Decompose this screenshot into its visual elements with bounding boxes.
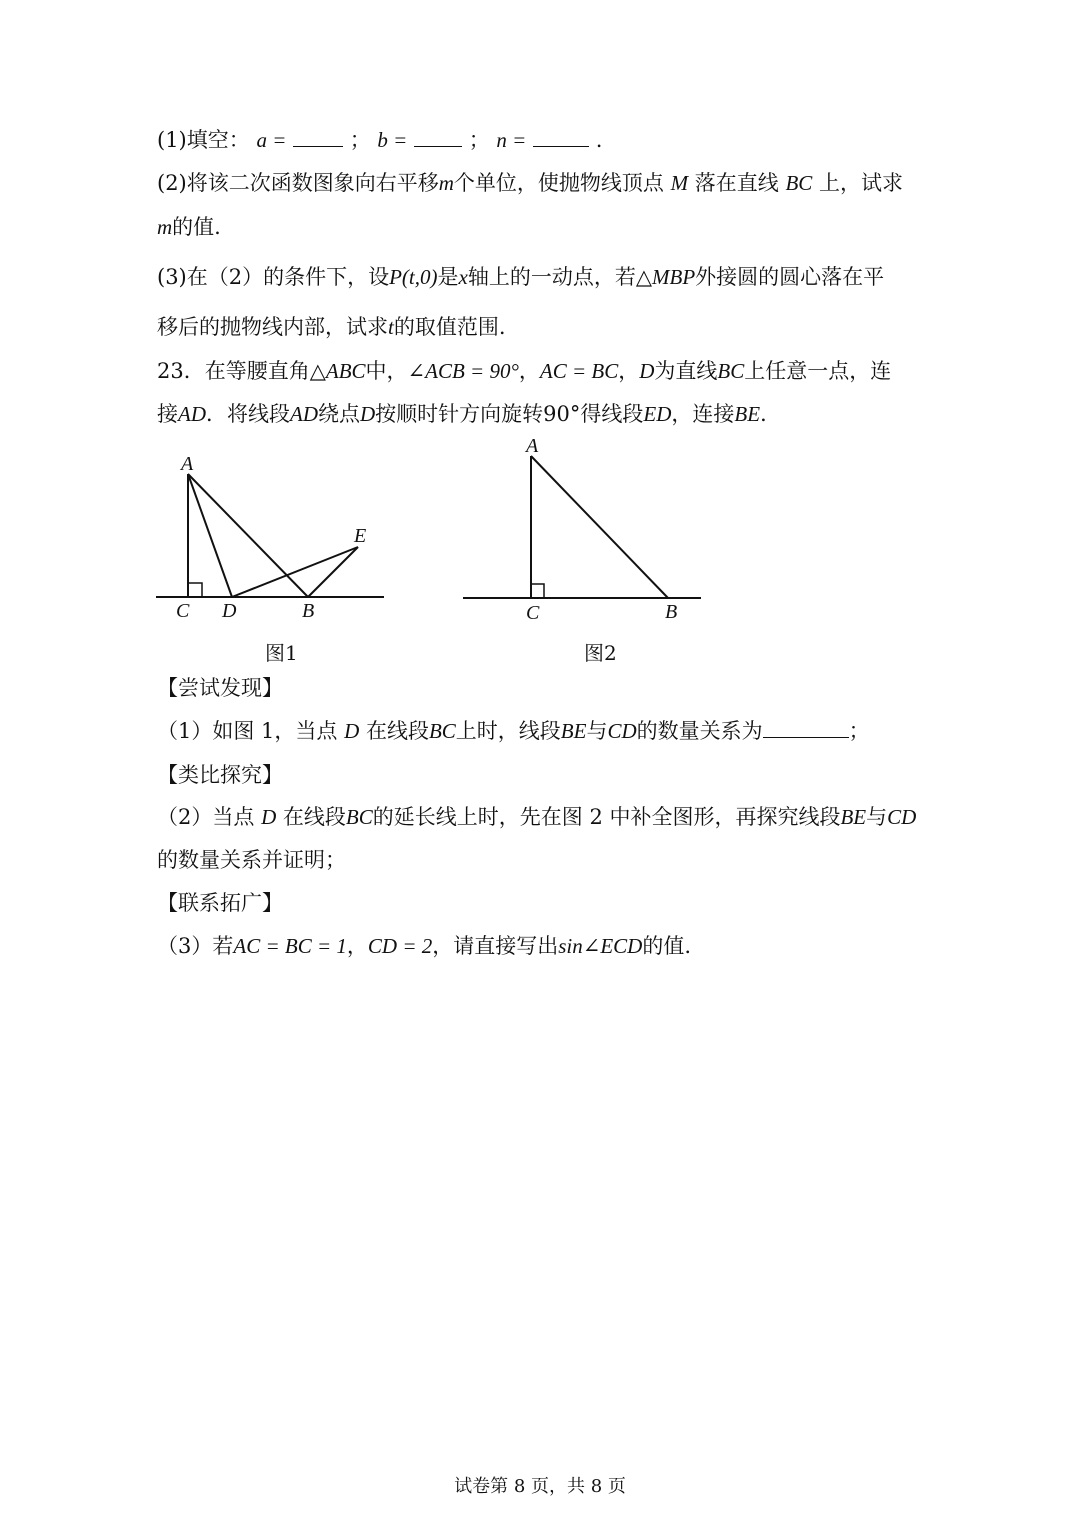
text: 个单位，使抛物线顶点 [453,171,664,195]
var-t: t [388,315,394,339]
text: ； [468,128,490,152]
text: (3)在（2）的条件下，设 [157,265,390,289]
text: ； [848,719,870,743]
label-b: B [665,601,678,623]
label-a: A [181,453,194,475]
equation: CD = 2 [367,934,433,958]
text: ．将线段 [206,402,290,426]
text: 外接圆的圆心落在平 [695,265,885,289]
var-D: D [261,805,277,829]
blank-n [533,126,589,147]
text: 与 [586,719,608,743]
text: （3）若 [157,934,234,958]
text: 为直线 [654,359,718,383]
text: . [595,128,603,152]
q22-part2-line1 [157,168,940,198]
text: 中， [365,359,408,383]
var-D: D [344,719,360,743]
label-c: C [176,600,190,622]
var-D: D [360,402,376,426]
text: 23．在等腰直角 [157,359,310,383]
var-ED: ED [643,402,672,426]
var-n: n = [496,128,527,152]
q23-part1 [157,716,940,746]
text: 的值. [642,934,692,958]
text: ，请直接写出 [432,934,559,958]
q22-part3-line2 [157,312,940,342]
text: 上任意一点，连 [744,359,892,383]
page-footer: 试卷第 8 页，共 8 页 [454,1476,626,1497]
label-b: B [302,600,315,622]
text: 上，试求 [819,171,904,195]
var-BE: BE [734,402,761,426]
q22-part3-line1 [157,262,940,292]
q23-part3 [157,931,940,961]
var-CD: CD [607,719,637,743]
var-BC: BC [345,805,373,829]
figure-2-caption: 图2 [584,641,617,665]
text: 的值. [172,215,221,239]
point-P: P(t,0) [389,265,438,289]
var-M: M [670,171,689,195]
var-m: m [157,215,173,239]
segment-ab [188,474,308,597]
text: 的数量关系为 [636,719,763,743]
var-BC: BC [428,719,456,743]
equation: AC = BC = 1 [233,934,347,958]
text: 绕点 [318,402,360,426]
text: 的取值范围. [393,315,506,339]
figure-1 [150,450,395,630]
var-BE: BE [560,719,587,743]
sin-ecd: sin∠ECD [558,934,643,958]
text: ， [618,359,640,383]
text: 在线段 [282,805,346,829]
text: ，连接 [671,402,735,426]
var-AD: AD [290,402,318,426]
var-D: D [639,359,655,383]
segment-be [308,547,358,597]
section-title-3: 【联系拓广】 [157,891,283,915]
q23-part2-line1 [157,802,940,832]
text: 接 [157,402,178,426]
var-a: a = [256,128,287,152]
text: （2）当点 [157,805,255,829]
q23-line2 [157,399,940,429]
q23-part2-line2: 的数量关系并证明； [157,848,346,872]
figure-1-caption: 图1 [265,641,298,665]
var-b: b = [377,128,408,152]
text: （1）如图 1，当点 [157,719,338,743]
text: (1)填空： [157,128,250,152]
var-CD: CD [887,805,917,829]
text: ， [518,359,540,383]
label-c: C [526,602,540,624]
right-angle-mark [188,583,202,597]
equation: AC = BC [539,359,619,383]
section-title-2: 【类比探究】 [157,763,283,787]
text: ， [346,934,368,958]
q22-part2-line2 [157,212,940,242]
text: 按顺时针方向旋转90°得线段 [375,402,644,426]
text: 是 [437,265,459,289]
label-e: E [354,525,367,547]
text: ． [760,402,782,426]
segment-ad [188,474,232,597]
angle-ACB: ∠ACB = 90° [407,359,519,383]
blank-b [414,126,462,147]
q23-line1 [157,356,940,386]
q22-part1 [157,125,940,155]
right-angle-mark [531,584,544,598]
text: (2)将该二次函数图象向右平移 [157,171,439,195]
segment-de [232,547,358,597]
var-m: m [438,171,454,195]
blank-a [293,126,343,147]
text: ； [349,128,371,152]
label-d: D [222,600,237,622]
text: 与 [866,805,888,829]
section-title-1: 【尝试发现】 [157,676,283,700]
text: 上时，线段 [455,719,561,743]
answer-blank [763,717,849,738]
text: 在线段 [365,719,429,743]
text: 移后的抛物线内部，试求 [157,315,388,339]
var-BE: BE [840,805,867,829]
var-BC: BC [717,359,745,383]
text: 的延长线上时，先在图 2 中补全图形，再探究线段 [372,805,841,829]
text: 落在直线 [694,171,779,195]
text: 轴上的一动点，若 [467,265,636,289]
triangle-ABC: △ABC [309,359,366,383]
var-AD: AD [178,402,206,426]
var-x: x [458,265,468,289]
label-a: A [526,435,539,457]
triangle-MBP: △MBP [635,265,696,289]
segment-ab [531,456,668,598]
var-BC: BC [785,171,813,195]
figure-2 [455,430,710,630]
